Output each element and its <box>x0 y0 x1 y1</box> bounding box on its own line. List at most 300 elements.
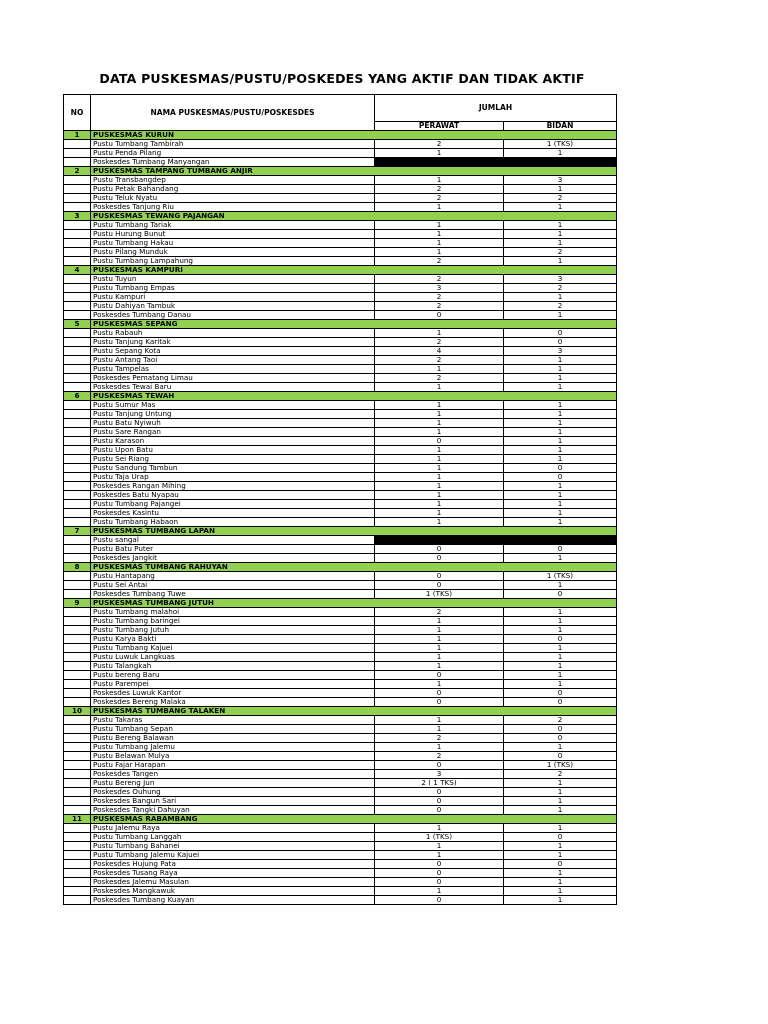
row-number-cell <box>64 230 91 239</box>
facility-name: Pustu Belawan Mulya <box>91 752 375 761</box>
facility-name: Poskesdes Pematang Limau <box>91 374 375 383</box>
table-row <box>64 761 617 770</box>
facility-name: Pustu Pilang Munduk <box>91 248 375 257</box>
bidan-count: 3 <box>504 275 617 284</box>
table-row <box>64 383 617 392</box>
table-row <box>64 239 617 248</box>
bidan-count: 1 <box>504 797 617 806</box>
perawat-count: 0 <box>375 869 504 878</box>
row-number-cell <box>64 383 91 392</box>
facility-name: Pustu Transbangdep <box>91 176 375 185</box>
perawat-count: 1 <box>375 446 504 455</box>
perawat-count: 1 <box>375 842 504 851</box>
facility-name: Pustu Karya Bakti <box>91 635 375 644</box>
facility-name: Poskesdes Tumbang Tuwe <box>91 590 375 599</box>
bidan-count: 1 <box>504 383 617 392</box>
perawat-count: 2 <box>375 302 504 311</box>
facility-name: Pustu Upon Batu <box>91 446 375 455</box>
perawat-count: 3 <box>375 284 504 293</box>
table-row <box>64 446 617 455</box>
bidan-count: 1 <box>504 788 617 797</box>
row-number-cell <box>64 329 91 338</box>
perawat-count: 1 <box>375 473 504 482</box>
perawat-count: 1 <box>375 635 504 644</box>
table-row <box>64 158 617 167</box>
bidan-count: 2 <box>504 284 617 293</box>
row-number-cell <box>64 410 91 419</box>
perawat-count: 3 <box>375 770 504 779</box>
bidan-count: 2 <box>504 716 617 725</box>
bidan-count: 1 <box>504 680 617 689</box>
row-number-cell <box>64 176 91 185</box>
bidan-count: 0 <box>504 860 617 869</box>
bidan-count: 0 <box>504 752 617 761</box>
row-number-cell <box>64 509 91 518</box>
perawat-count: 0 <box>375 896 504 905</box>
table-row <box>64 455 617 464</box>
facility-name: Pustu bereng Baru <box>91 671 375 680</box>
bidan-count: 0 <box>504 590 617 599</box>
group-name: PUSKESMAS TEWAH <box>91 392 617 401</box>
group-number: 9 <box>64 599 91 608</box>
row-number-cell <box>64 653 91 662</box>
bidan-count: 0 <box>504 635 617 644</box>
bidan-count: 1 <box>504 428 617 437</box>
bidan-count: 2 <box>504 302 617 311</box>
facility-name: Pustu Antang Taoi <box>91 356 375 365</box>
group-row <box>64 563 617 572</box>
facility-name: Pustu Takaras <box>91 716 375 725</box>
data-table <box>63 94 617 905</box>
group-row <box>64 392 617 401</box>
bidan-count: 1 <box>504 644 617 653</box>
perawat-count: 2 <box>375 734 504 743</box>
facility-name: Pustu Tumbang Tambirah <box>91 140 375 149</box>
bidan-count: 0 <box>504 833 617 842</box>
row-number-cell <box>64 158 91 167</box>
row-number-cell <box>64 851 91 860</box>
table-row <box>64 878 617 887</box>
table-row <box>64 230 617 239</box>
row-number-cell <box>64 311 91 320</box>
perawat-count: 1 <box>375 410 504 419</box>
row-number-cell <box>64 842 91 851</box>
facility-name: Pustu Sepang Kota <box>91 347 375 356</box>
header-jumlah: JUMLAH <box>375 95 617 122</box>
bidan-count: 1 <box>504 842 617 851</box>
row-number-cell <box>64 644 91 653</box>
facility-name: Pustu Bereng Jun <box>91 779 375 788</box>
perawat-count: 1 <box>375 239 504 248</box>
facility-name: Pustu Rabauh <box>91 329 375 338</box>
facility-name: Pustu Tumbang malahoi <box>91 608 375 617</box>
perawat-count: 1 <box>375 482 504 491</box>
table-row <box>64 410 617 419</box>
perawat-count: 2 ( 1 TKS) <box>375 779 504 788</box>
perawat-count: 0 <box>375 437 504 446</box>
table-row <box>64 275 617 284</box>
bidan-count: 1 <box>504 608 617 617</box>
row-number-cell <box>64 401 91 410</box>
table-row <box>64 617 617 626</box>
table-row <box>64 482 617 491</box>
table-row <box>64 356 617 365</box>
facility-name: Pustu Jalemu Raya <box>91 824 375 833</box>
bidan-count: 1 <box>504 311 617 320</box>
perawat-count: 0 <box>375 797 504 806</box>
perawat-count: 1 <box>375 230 504 239</box>
perawat-count: 1 <box>375 428 504 437</box>
facility-name: Pustu Batu Nyiwuh <box>91 419 375 428</box>
row-number-cell <box>64 203 91 212</box>
table-row <box>64 338 617 347</box>
bidan-count: 1 <box>504 446 617 455</box>
table-row <box>64 833 617 842</box>
group-name: PUSKESMAS TUMBANG TALAKEN <box>91 707 617 716</box>
facility-name: Pustu Tumbang Pajangei <box>91 500 375 509</box>
table-row <box>64 194 617 203</box>
group-name: PUSKESMAS KURUN <box>91 131 617 140</box>
table-row <box>64 545 617 554</box>
group-row <box>64 527 617 536</box>
perawat-count: 2 <box>375 338 504 347</box>
bidan-count: 0 <box>504 689 617 698</box>
table-row <box>64 536 617 545</box>
perawat-count: 1 (TKS) <box>375 590 504 599</box>
bidan-count: 1 <box>504 626 617 635</box>
perawat-count: 1 <box>375 500 504 509</box>
facility-name: Pustu Hantapang <box>91 572 375 581</box>
table-row <box>64 644 617 653</box>
table-row <box>64 500 617 509</box>
facility-name: Pustu Dahiyan Tambuk <box>91 302 375 311</box>
bidan-count: 1 <box>504 410 617 419</box>
group-name: PUSKESMAS TAMPANG TUMBANG ANJIR <box>91 167 617 176</box>
facility-name: Poskesdes Tumbang Manyangan <box>91 158 375 167</box>
facility-name: Pustu Tumbang Langgah <box>91 833 375 842</box>
bidan-count: 1 <box>504 617 617 626</box>
bidan-count: 1 <box>504 671 617 680</box>
bidan-count: 1 <box>504 491 617 500</box>
table-row <box>64 554 617 563</box>
row-number-cell <box>64 779 91 788</box>
row-number-cell <box>64 239 91 248</box>
table-row <box>64 491 617 500</box>
bidan-count: 1 <box>504 779 617 788</box>
table-row <box>64 716 617 725</box>
group-name: PUSKESMAS TUMBANG RAHUYAN <box>91 563 617 572</box>
perawat-count: 2 <box>375 608 504 617</box>
table-row <box>64 788 617 797</box>
bidan-count: 0 <box>504 338 617 347</box>
table-row <box>64 419 617 428</box>
redacted-cell <box>375 536 617 545</box>
perawat-count: 1 <box>375 617 504 626</box>
facility-name: Pustu Luwuk Langkuas <box>91 653 375 662</box>
perawat-count: 1 <box>375 662 504 671</box>
facility-name: Pustu Tumbang Empas <box>91 284 375 293</box>
perawat-count: 1 <box>375 887 504 896</box>
bidan-count: 0 <box>504 698 617 707</box>
perawat-count: 1 <box>375 680 504 689</box>
group-name: PUSKESMAS RABAMBANG <box>91 815 617 824</box>
row-number-cell <box>64 428 91 437</box>
row-number-cell <box>64 185 91 194</box>
table-row <box>64 284 617 293</box>
facility-name: Pustu Teluk Nyatu <box>91 194 375 203</box>
bidan-count: 1 (TKS) <box>504 140 617 149</box>
table-row <box>64 896 617 905</box>
bidan-count: 1 <box>504 356 617 365</box>
perawat-count: 1 <box>375 653 504 662</box>
group-number: 5 <box>64 320 91 329</box>
group-number: 7 <box>64 527 91 536</box>
group-row <box>64 266 617 275</box>
bidan-count: 1 <box>504 401 617 410</box>
group-number: 6 <box>64 392 91 401</box>
table-row <box>64 779 617 788</box>
row-number-cell <box>64 617 91 626</box>
row-number-cell <box>64 275 91 284</box>
row-number-cell <box>64 455 91 464</box>
bidan-count: 1 <box>504 257 617 266</box>
header-nama: NAMA PUSKESMAS/PUSTU/POSKESDES <box>91 95 375 131</box>
bidan-count: 1 <box>504 878 617 887</box>
facility-name: Pustu Hurung Bunut <box>91 230 375 239</box>
bidan-count: 1 <box>504 482 617 491</box>
bidan-count: 1 <box>504 851 617 860</box>
table-row <box>64 401 617 410</box>
table-row <box>64 752 617 761</box>
perawat-count: 1 <box>375 455 504 464</box>
row-number-cell <box>64 338 91 347</box>
table-row <box>64 608 617 617</box>
group-number: 3 <box>64 212 91 221</box>
perawat-count: 2 <box>375 356 504 365</box>
row-number-cell <box>64 626 91 635</box>
perawat-count: 1 <box>375 176 504 185</box>
perawat-count: 1 <box>375 851 504 860</box>
bidan-count: 1 <box>504 887 617 896</box>
table-row <box>64 365 617 374</box>
facility-name: Pustu Parempei <box>91 680 375 689</box>
table-row <box>64 725 617 734</box>
facility-name: Pustu Tumbang Jalemu <box>91 743 375 752</box>
bidan-count: 3 <box>504 176 617 185</box>
bidan-count: 1 <box>504 500 617 509</box>
table-row <box>64 869 617 878</box>
perawat-count: 0 <box>375 689 504 698</box>
perawat-count: 1 <box>375 509 504 518</box>
table-row <box>64 797 617 806</box>
table-row <box>64 662 617 671</box>
bidan-count: 1 <box>504 365 617 374</box>
row-number-cell <box>64 698 91 707</box>
row-number-cell <box>64 293 91 302</box>
perawat-count: 0 <box>375 860 504 869</box>
table-row <box>64 176 617 185</box>
row-number-cell <box>64 824 91 833</box>
facility-name: Pustu Tumbang Sepan <box>91 725 375 734</box>
table-row <box>64 680 617 689</box>
perawat-count: 0 <box>375 788 504 797</box>
facility-name: Poskesdes Luwuk Kantor <box>91 689 375 698</box>
perawat-count: 1 <box>375 743 504 752</box>
perawat-count: 0 <box>375 761 504 770</box>
bidan-count: 1 (TKS) <box>504 572 617 581</box>
bidan-count: 1 <box>504 896 617 905</box>
facility-name: Pustu Fajar Harapan <box>91 761 375 770</box>
bidan-count: 0 <box>504 734 617 743</box>
table-body <box>64 131 617 905</box>
perawat-count: 2 <box>375 194 504 203</box>
perawat-count: 1 <box>375 626 504 635</box>
row-number-cell <box>64 149 91 158</box>
perawat-count: 1 <box>375 401 504 410</box>
row-number-cell <box>64 284 91 293</box>
bidan-count: 1 <box>504 824 617 833</box>
header-row <box>64 95 617 122</box>
facility-name: Poskesdes Batu Nyapau <box>91 491 375 500</box>
row-number-cell <box>64 437 91 446</box>
table-row <box>64 671 617 680</box>
table-row <box>64 851 617 860</box>
bidan-count: 2 <box>504 248 617 257</box>
row-number-cell <box>64 833 91 842</box>
table-row <box>64 698 617 707</box>
group-number: 8 <box>64 563 91 572</box>
perawat-count: 1 <box>375 725 504 734</box>
table-row <box>64 203 617 212</box>
bidan-count: 1 <box>504 806 617 815</box>
perawat-count: 1 <box>375 383 504 392</box>
row-number-cell <box>64 347 91 356</box>
row-number-cell <box>64 662 91 671</box>
perawat-count: 1 <box>375 203 504 212</box>
row-number-cell <box>64 536 91 545</box>
row-number-cell <box>64 248 91 257</box>
bidan-count: 0 <box>504 473 617 482</box>
table-row <box>64 824 617 833</box>
document-title: DATA PUSKESMAS/PUSTU/POSKEDES YANG AKTIF DAN TIDAK AKTIF <box>99 71 585 86</box>
bidan-count: 1 <box>504 203 617 212</box>
facility-name: Poskesdes Mangkawuk <box>91 887 375 896</box>
table-row <box>64 311 617 320</box>
table-row <box>64 635 617 644</box>
table-row <box>64 293 617 302</box>
row-number-cell <box>64 374 91 383</box>
facility-name: Poskesdes Bereng Malaka <box>91 698 375 707</box>
row-number-cell <box>64 725 91 734</box>
row-number-cell <box>64 482 91 491</box>
bidan-count: 3 <box>504 347 617 356</box>
table-row <box>64 518 617 527</box>
facility-name: Pustu Sare Rangan <box>91 428 375 437</box>
facility-name: Pustu Tumbang Tariak <box>91 221 375 230</box>
facility-name: Pustu Tanjung Karitak <box>91 338 375 347</box>
row-number-cell <box>64 473 91 482</box>
facility-name: Poskesdes Rangan Mihing <box>91 482 375 491</box>
row-number-cell <box>64 680 91 689</box>
bidan-count: 1 <box>504 509 617 518</box>
header-bidan: BIDAN <box>504 122 617 131</box>
group-row <box>64 599 617 608</box>
bidan-count: 1 <box>504 743 617 752</box>
row-number-cell <box>64 365 91 374</box>
group-name: PUSKESMAS TUMBANG LAPAN <box>91 527 617 536</box>
row-number-cell <box>64 221 91 230</box>
row-number-cell <box>64 860 91 869</box>
bidan-count: 2 <box>504 770 617 779</box>
facility-name: Poskesdes Tumbang Kuayan <box>91 896 375 905</box>
facility-name: Poskesdes Ouhung <box>91 788 375 797</box>
table-row <box>64 743 617 752</box>
bidan-count: 0 <box>504 329 617 338</box>
table-row <box>64 185 617 194</box>
group-number: 10 <box>64 707 91 716</box>
perawat-count: 2 <box>375 185 504 194</box>
bidan-count: 1 <box>504 554 617 563</box>
facility-name: Poskesdes Tusang Raya <box>91 869 375 878</box>
facility-name: Pustu Tanjung Untung <box>91 410 375 419</box>
table-row <box>64 257 617 266</box>
facility-name: Pustu sangal <box>91 536 375 545</box>
bidan-count: 2 <box>504 194 617 203</box>
row-number-cell <box>64 635 91 644</box>
group-name: PUSKESMAS TUMBANG JUTUH <box>91 599 617 608</box>
facility-name: Poskesdes Kasintu <box>91 509 375 518</box>
facility-name: Poskesdes Hujung Pata <box>91 860 375 869</box>
bidan-count: 0 <box>504 725 617 734</box>
row-number-cell <box>64 788 91 797</box>
facility-name: Pustu Petak Bahandang <box>91 185 375 194</box>
facility-name: Pustu Tampelas <box>91 365 375 374</box>
facility-name: Poskesdes Tangen <box>91 770 375 779</box>
perawat-count: 1 <box>375 365 504 374</box>
facility-name: Pustu Tumbang Kajuei <box>91 644 375 653</box>
row-number-cell <box>64 752 91 761</box>
redacted-cell <box>375 158 617 167</box>
row-number-cell <box>64 581 91 590</box>
perawat-count: 0 <box>375 671 504 680</box>
bidan-count: 1 <box>504 437 617 446</box>
group-row <box>64 212 617 221</box>
row-number-cell <box>64 887 91 896</box>
row-number-cell <box>64 572 91 581</box>
row-number-cell <box>64 500 91 509</box>
perawat-count: 1 <box>375 716 504 725</box>
group-row <box>64 167 617 176</box>
table-row <box>64 347 617 356</box>
row-number-cell <box>64 140 91 149</box>
row-number-cell <box>64 446 91 455</box>
table-row <box>64 590 617 599</box>
facility-name: Pustu Tumbang Bahanei <box>91 842 375 851</box>
table-row <box>64 374 617 383</box>
facility-name: Poskesdes Tewai Baru <box>91 383 375 392</box>
table-row <box>64 302 617 311</box>
perawat-count: 1 <box>375 329 504 338</box>
facility-name: Pustu Sandung Tambun <box>91 464 375 473</box>
row-number-cell <box>64 590 91 599</box>
perawat-count: 1 <box>375 518 504 527</box>
row-number-cell <box>64 770 91 779</box>
facility-name: Pustu Tuyun <box>91 275 375 284</box>
perawat-count: 1 <box>375 644 504 653</box>
perawat-count: 2 <box>375 752 504 761</box>
bidan-count: 1 <box>504 239 617 248</box>
row-number-cell <box>64 491 91 500</box>
